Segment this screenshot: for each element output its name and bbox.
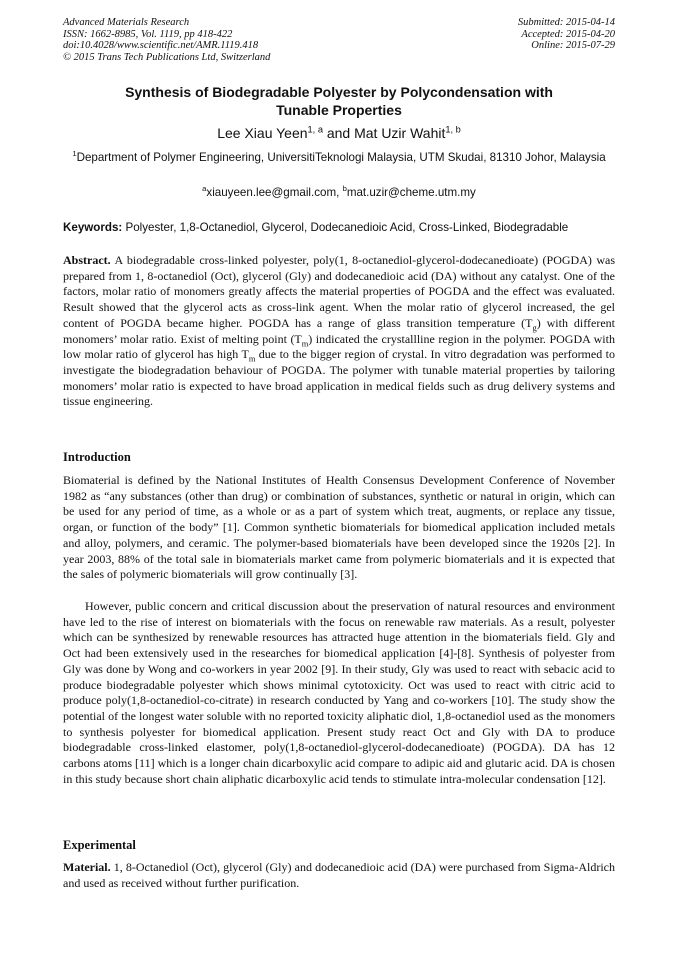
journal-name: Advanced Materials Research	[63, 17, 190, 28]
introduction-paragraph-1: Biomaterial is defined by the National Institutes of Health Consensus Development Conference of November 1982 as “any substances (other than drug) or combination of substances, synthetic or natural in origin, which can be used for any period of time, as a whole or as a part of system which treat, augments, or replace any tissue, organ, or function of the body” [1]. Common synthetic biomaterials for biomedical application included metals and alloy, polymers, and ceramic. The polymer-based biomaterials have been developed since the 1920s [2]. In year 2003, 88% of the total sale in biomaterials market came from polymeric biomaterials and it is expected that the sales of polymeric biomaterials will grow continually [3].	[63, 473, 615, 582]
keywords	[63, 220, 618, 235]
affiliation-number: 1	[72, 149, 77, 159]
author-conjunction: and	[322, 125, 355, 141]
dates-header	[518, 17, 615, 52]
experimental-heading: Experimental	[63, 838, 136, 852]
introduction-paragraph-2: However, public concern and critical discussion about the preservation of natural resources and environment have led to the rise of interest on biomaterials with the focus on renewable raw materials. As a result, polyester which can be synthesized by renewable resources has attracted huge attention in the biomaterials field. Gly and Oct had been extensively used in the researches for biomedical application [4]-[8]. Synthesis of polyester from Gly was done by Wong and co-workers in year 2002 [9]. In their study, Gly was used to react with sebacic acid to produce biodegradable polyester which shows minimal cytotoxicity. Oct was used to react with citric acid to produce poly(1,8-octanediol-co-citrate) in research conducted by Yang and co-workers [10]. The study show the potential of the longest water soluble with no reported toxicity aliphatic diol, 1,8-octanediol used as the monomers to synthesis polyester for biomedical application. Present study react Oct and Gly with DA to produce biodegradable cross-linked elastomer, poly(1,8-octanediol-glycerol-dodecanedioate) (POGDA). DA has 12 carbons atoms [11] which is a longer chain dicarboxylic acid compare to adipic aid and glutaric acid. DA is chosen in this study because short chain aliphatic dicarboxylic acid tends to stimulate intra-molecular condensation [12].	[63, 599, 615, 786]
abstract-text-3: ) indicated the crystallline region in the polymer. POGDA with low molar ratio of glycerol has high T	[63, 331, 615, 362]
email-b-marker: b	[342, 184, 347, 194]
doi-line: doi:10.4028/www.scientific.net/AMR.1119.418	[63, 40, 259, 52]
keywords-label: Keywords:	[63, 221, 123, 234]
author-1-affil: 1, a	[307, 124, 323, 135]
abstract-sub-m1: m	[301, 338, 309, 348]
title-line-1: Synthesis of Biodegradable Polyester by Polycondensation with	[125, 84, 553, 100]
accepted-date: Accepted: 2015-04-20	[521, 28, 615, 40]
introduction-heading: Introduction	[63, 450, 131, 464]
abstract-text-4: due to the bigger region of crystal. In vitro degradation was performed to investigate the biodegradation behaviour of POGDA. The polymer with tunable material properties by tailoring monomers’ molar ratio is expected to have broad application in medical fields such as drug delivery systems and tissue engineering.	[63, 347, 615, 409]
author-2: Mat Uzir Wahit	[354, 125, 446, 141]
abstract-text-1: A biodegradable cross-linked polyester, poly(1, 8-octanediol-glycerol-dodecanedioate) (POGDA) was prepared from 1, 8-octanediol (Oct), glycerol (Gly) and dodecanedioic acid (DA) without any catalyst. One of the factors, molar ratio of monomers greatly affects the material properties of POGDA and the effect was evaluated. Result showed that the glycerol acts as cross-link agent. When the molar ratio of glycerol increased, the gel content of POGDA became higher. POGDA has a range of glass transition temperature (T	[63, 253, 615, 330]
abstract-sub-m2: m	[248, 354, 256, 364]
journal-header	[63, 17, 270, 63]
title-line-2: Tunable Properties	[276, 101, 402, 118]
abstract-text-2: ) with different monomers’ molar ratio. Exist of melting point (T	[63, 315, 615, 346]
author-list	[63, 125, 615, 142]
issn-line: ISSN: 1662-8985, Vol. 1119, pp 418-422	[63, 28, 233, 40]
material-label: Material.	[63, 860, 111, 874]
copyright-line: © 2015 Trans Tech Publications Ltd, Switzerland	[63, 51, 271, 63]
abstract-label: Abstract.	[63, 253, 111, 267]
email-b: mat.uzir@cheme.utm.my	[346, 186, 476, 199]
material-text: 1, 8-Octanediol (Oct), glycerol (Gly) and dodecanedioic acid (DA) were purchased from Sigma-Aldrich and used as received without further purification.	[63, 860, 615, 890]
email-a: xiauyeen.lee@gmail.com,	[206, 186, 343, 199]
abstract-sub-g: g	[532, 323, 537, 333]
online-date: Online: 2015-07-29	[531, 40, 615, 52]
author-emails	[63, 186, 615, 200]
affiliation	[70, 150, 608, 165]
author-1: Lee Xiau Yeen	[217, 125, 308, 141]
submitted-date: Submitted: 2015-04-14	[517, 17, 615, 28]
email-a-marker: a	[202, 184, 207, 194]
material-paragraph	[63, 860, 615, 891]
abstract-paragraph	[63, 253, 615, 410]
author-2-affil: 1, b	[445, 124, 461, 135]
paper-title	[63, 84, 615, 119]
keywords-text: Polyester, 1,8-Octanediol, Glycerol, Dodecanedioic Acid, Cross-Linked, Biodegradable	[122, 221, 569, 234]
affiliation-text: Department of Polymer Engineering, UniversitiTeknologi Malaysia, UTM Skudai, 81310 Johor, Malaysia	[76, 151, 606, 164]
